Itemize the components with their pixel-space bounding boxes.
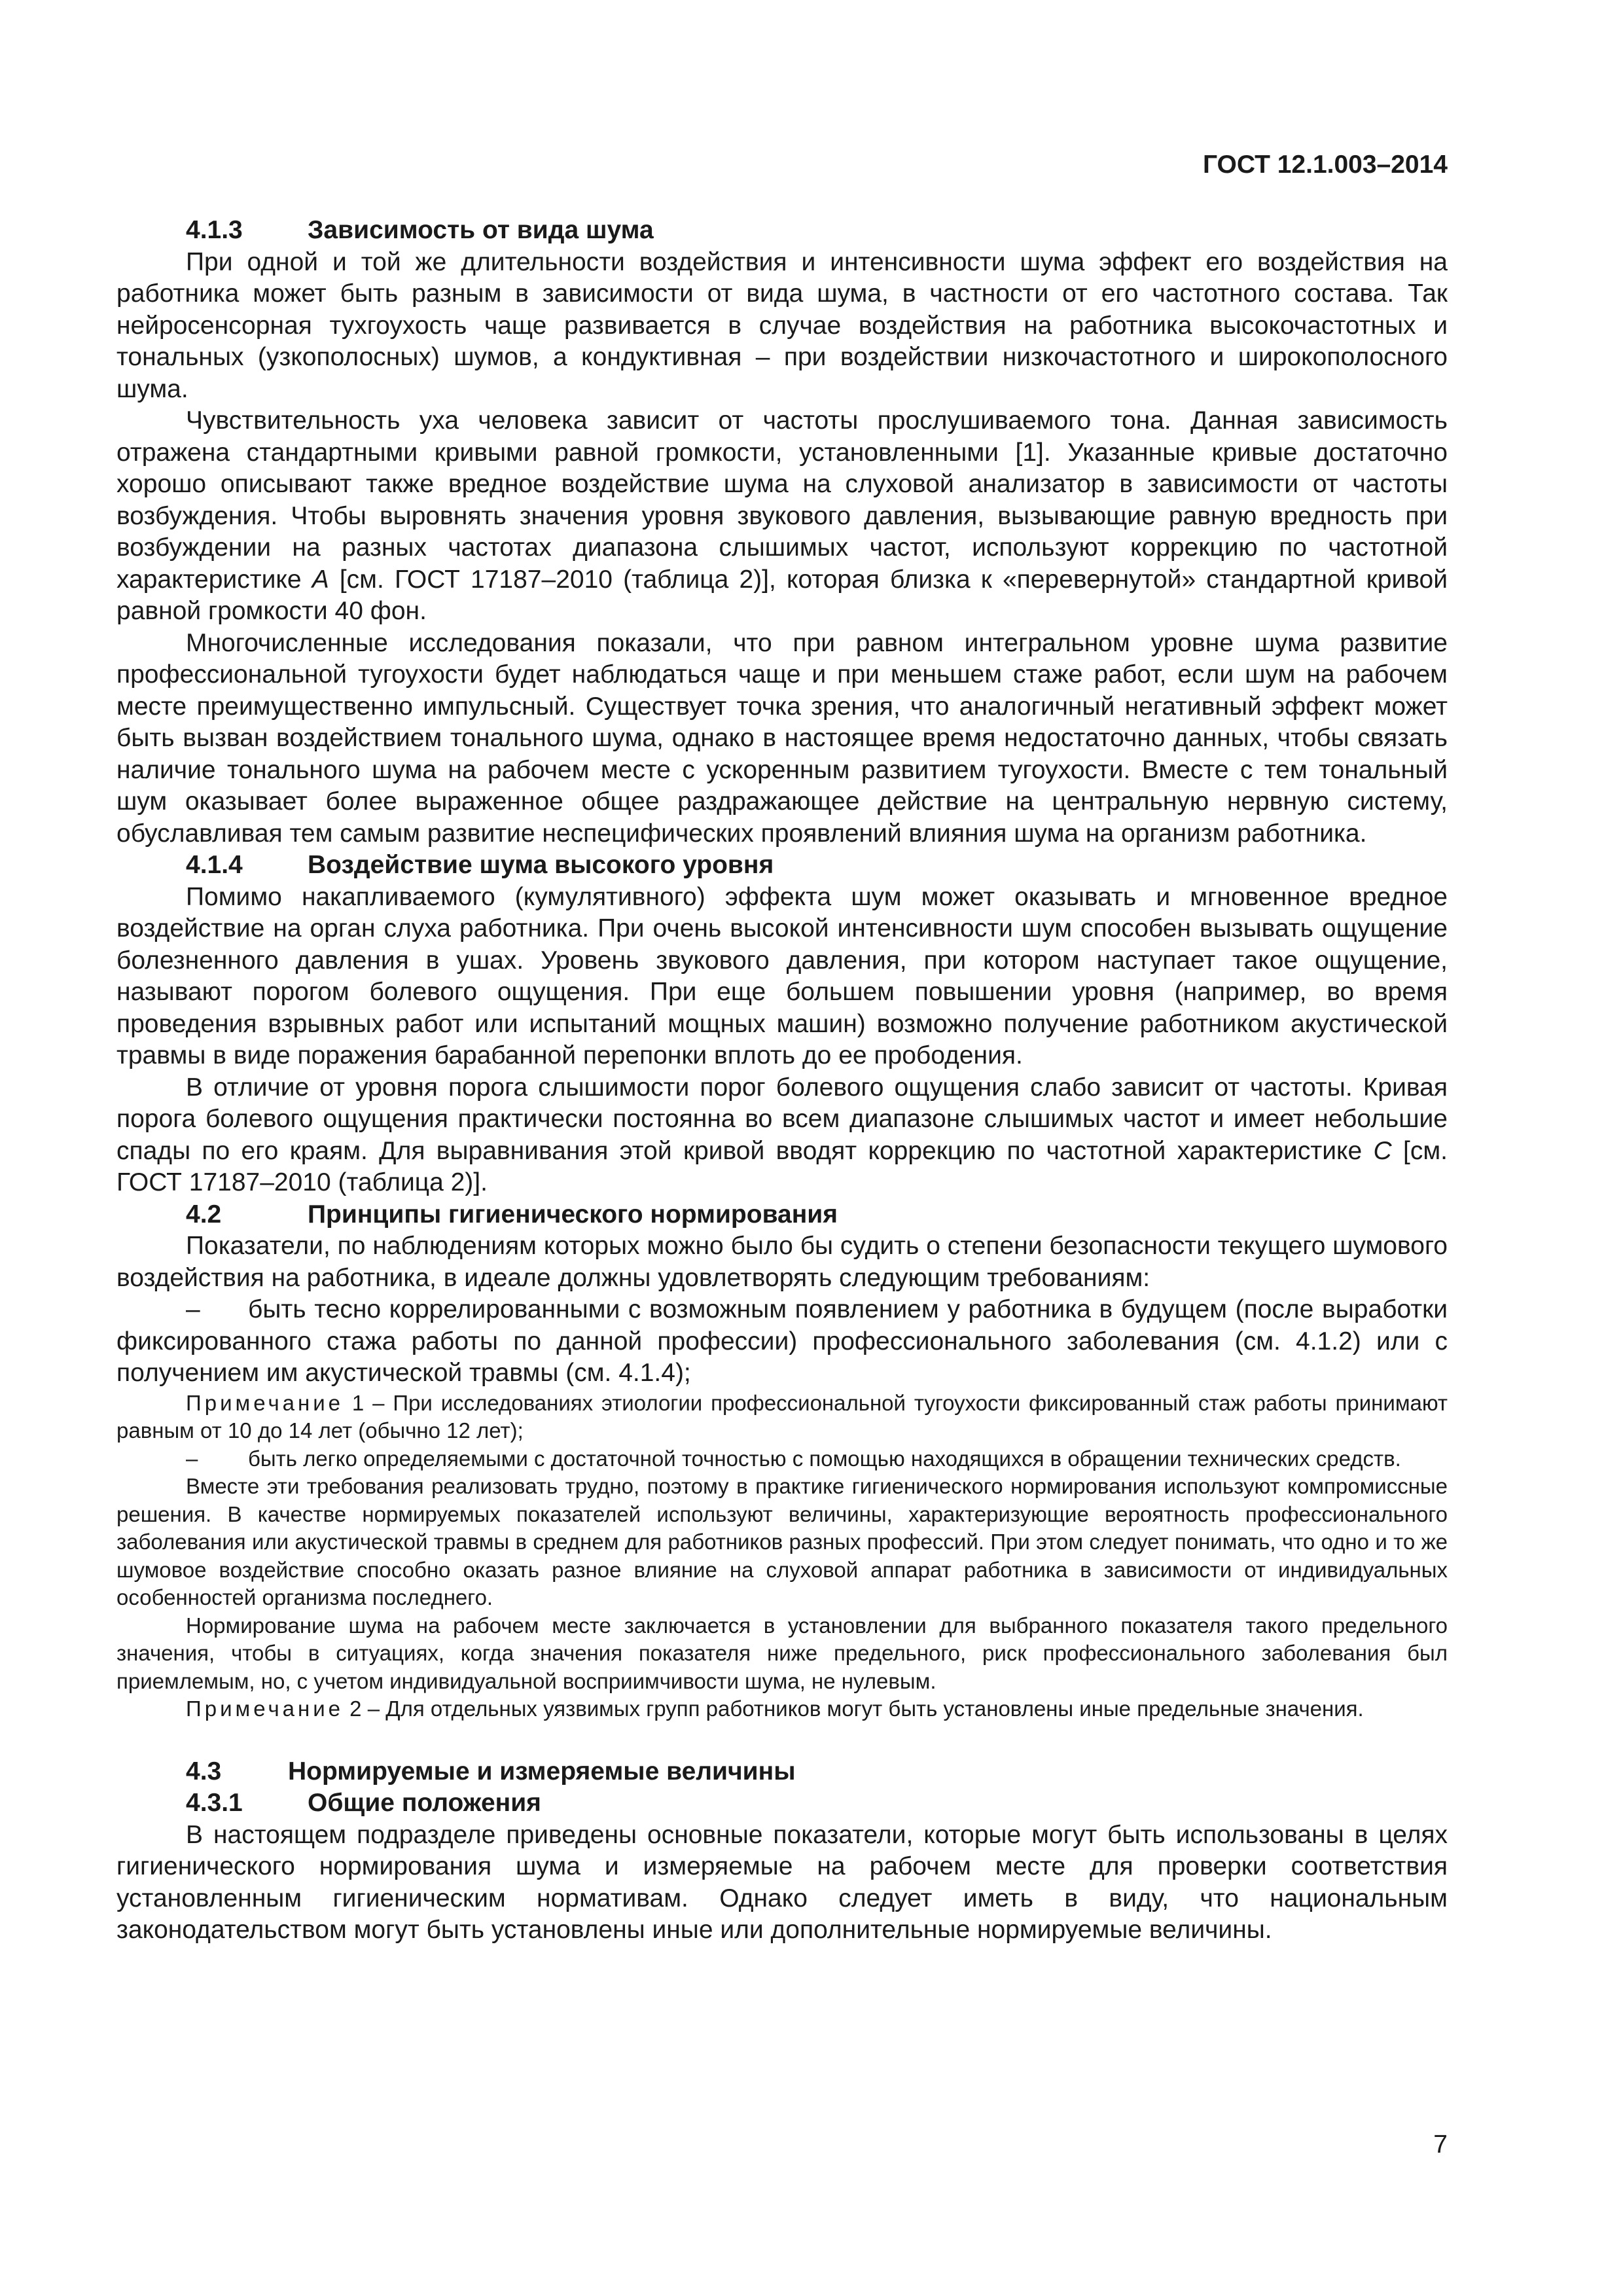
paragraph-text: Чувствительность уха человека зависит от частоты прослушиваемого тона. Данная зависимость отражена стандартными кривыми равной громкости, установленными [1]. Указанные кривые достаточно хорошо описывают также вредное воздействие шума на слуховой анализатор в зависимости от частоты возбуждения. Чтобы выровнять значения уровня звукового давления, вызывающие равную вредность при возбуждении на разных частотах диапазона слышимых частот, используют коррекцию по частотной характеристике (116, 406, 1448, 594)
section-heading-4-3 (116, 1756, 1448, 1788)
characteristic-symbol: A (312, 565, 329, 594)
note-2 (116, 1695, 1448, 1723)
spacer (116, 1723, 1448, 1756)
note-label: Примечание (186, 1696, 344, 1721)
paragraph: Нормирование шума на рабочем месте заключается в установлении для выбранного показателя такого предельного значения, чтобы в ситуациях, когда значения показателя ниже предельного, риск профессионального заболевания был приемлемым, но, с учетом индивидуальной восприимчивости шума, не нулевым. (116, 1613, 1448, 1693)
section-heading-4-2 (116, 1199, 1448, 1231)
document-standard-id: ГОСТ 12.1.003–2014 (1202, 151, 1448, 179)
note-text: 1 – При исследованиях этиологии профессиональной тугоухости фиксированный стаж работы принимают равным от 10 до 14 лет (обычно 12 лет); (116, 1390, 1448, 1443)
section-title: Общие положения (308, 1789, 541, 1817)
list-item-text: быть легко определяемыми с достаточной точностью с помощью находящихся в обращении технических средств. (248, 1446, 1401, 1471)
paragraph (116, 1072, 1448, 1199)
section-number: 4.1.3 (186, 216, 243, 244)
list-item-text: быть тесно коррелированными с возможным появлением у работника в будущем (после выработки фиксированного стажа работы по данной профессии) профессионального заболевания (см. 4.1.2) или с получением им акустической травмы (см. 4.1.4); (116, 1295, 1448, 1387)
paragraph-text: [см. ГОСТ 17187–2010 (таблица 2)], которая близка к «перевернутой» стандартной кривой равной громкости 40 фон. (116, 565, 1448, 625)
section-title: Зависимость от вида шума (308, 216, 654, 244)
section-title: Нормируемые и измеряемые величины (288, 1757, 796, 1785)
section-number: 4.2 (186, 1200, 222, 1229)
paragraph-text: [см. ГОСТ 17187–2010 (таблица 2)]. (116, 1136, 1448, 1196)
paragraph: Показатели, по наблюдениям которых можно было бы судить о степени безопасности текущего шумового воздействия на работника, в идеале должны удовлетворять следующим требованиям: (116, 1232, 1448, 1292)
paragraph (116, 405, 1448, 628)
paragraph: Помимо накапливаемого (кумулятивного) эффекта шум может оказывать и мгновенное вредное воздействие на орган слуха работника. При очень высокой интенсивности шум способен вызывать ощущение болезненного давления в ушах. Уровень звукового давления, при котором наступает такое ощущение, называют порогом болевого ощущения. При еще большем повышении уровня (например, во время проведения взрывных работ или испытаний мощных машин) возможно получение работником акустической травмы в виде поражения барабанной перепонки вплоть до ее прободения. (116, 882, 1448, 1069)
list-item (116, 1445, 1448, 1473)
paragraph: В настоящем подразделе приведены основные показатели, которые могут быть использованы в целях гигиенического нормирования шума и измеряемые на рабочем месте для проверки соответствия установленным гигиеническим нормативам. Однако следует иметь в виду, что национальным законодательством могут быть установлены иные или дополнительные нормируемые величины. (116, 1820, 1448, 1944)
section-number: 4.1.4 (186, 851, 243, 879)
paragraph: Многочисленные исследования показали, что при равном интегральном уровне шума развитие профессиональной тугоухости будет наблюдаться чаще и при меньшем стаже работ, если шум на рабочем месте преимущественно импульсный. Существует точка зрения, что аналогичный негативный эффект может быть вызван воздействием тонального шума, однако в настоящее время недостаточно данных, чтобы связать наличие тонального шума на рабочем месте с ускоренным развитием тугоухости. Вместе с тем тональный шум оказывает более выраженное общее раздражающее действие на центральную нервную систему, обуславливая тем самым развитие неспецифических проявлений влияния шума на организм работника. (116, 628, 1448, 848)
characteristic-symbol: C (1373, 1136, 1392, 1165)
section-heading-4-1-4 (116, 850, 1448, 882)
section-heading-4-3-1 (116, 1787, 1448, 1820)
paragraph: При одной и той же длительности воздействия и интенсивности шума эффект его воздействия на работника может быть разным в зависимости от вида шума, в частности от его частотного состава. Так нейросенсорная тухгоухость чаще развивается в случае воздействия на работника высокочастотных и тональных (узкополосных) шумов, а кондуктивная – при воздействии низкочастотного и широкополосного шума. (116, 247, 1448, 403)
section-number: 4.3.1 (186, 1789, 243, 1817)
note-1 (116, 1390, 1448, 1445)
section-number: 4.3 (186, 1757, 222, 1785)
dash-marker: – (186, 1295, 200, 1323)
section-title: Принципы гигиенического нормирования (308, 1200, 838, 1229)
dash-marker: – (186, 1446, 198, 1471)
paragraph: Вместе эти требования реализовать трудно, поэтому в практике гигиенического нормирования используют компромиссные решения. В качестве нормируемых показателей используют величины, характеризующие вероятность профессионального заболевания или акустической травмы в среднем для работников разных профессий. При этом следует понимать, что одно и то же шумовое воздействие способно оказать разное влияние на слуховой аппарат работника в зависимости от индивидуальных особенностей организма последнего. (116, 1474, 1448, 1609)
paragraph-text: В отличие от уровня порога слышимости порог болевого ощущения слабо зависит от частоты. Кривая порога болевого ощущения практически постоянна во всем диапазоне слышимых частот и имеет небольшие спады по его краям. Для выравнивания этой кривой вводят коррекцию по частотной характеристике (116, 1073, 1448, 1165)
section-title: Воздействие шума высокого уровня (308, 851, 774, 879)
note-text: 2 – Для отдельных уязвимых групп работников могут быть установлены иные предельные значения. (344, 1696, 1364, 1721)
document-body (116, 215, 1448, 1946)
note-label: Примечание (186, 1390, 344, 1415)
page-number: 7 (1433, 2130, 1448, 2159)
section-heading-4-1-3 (116, 215, 1448, 247)
list-item (116, 1294, 1448, 1390)
